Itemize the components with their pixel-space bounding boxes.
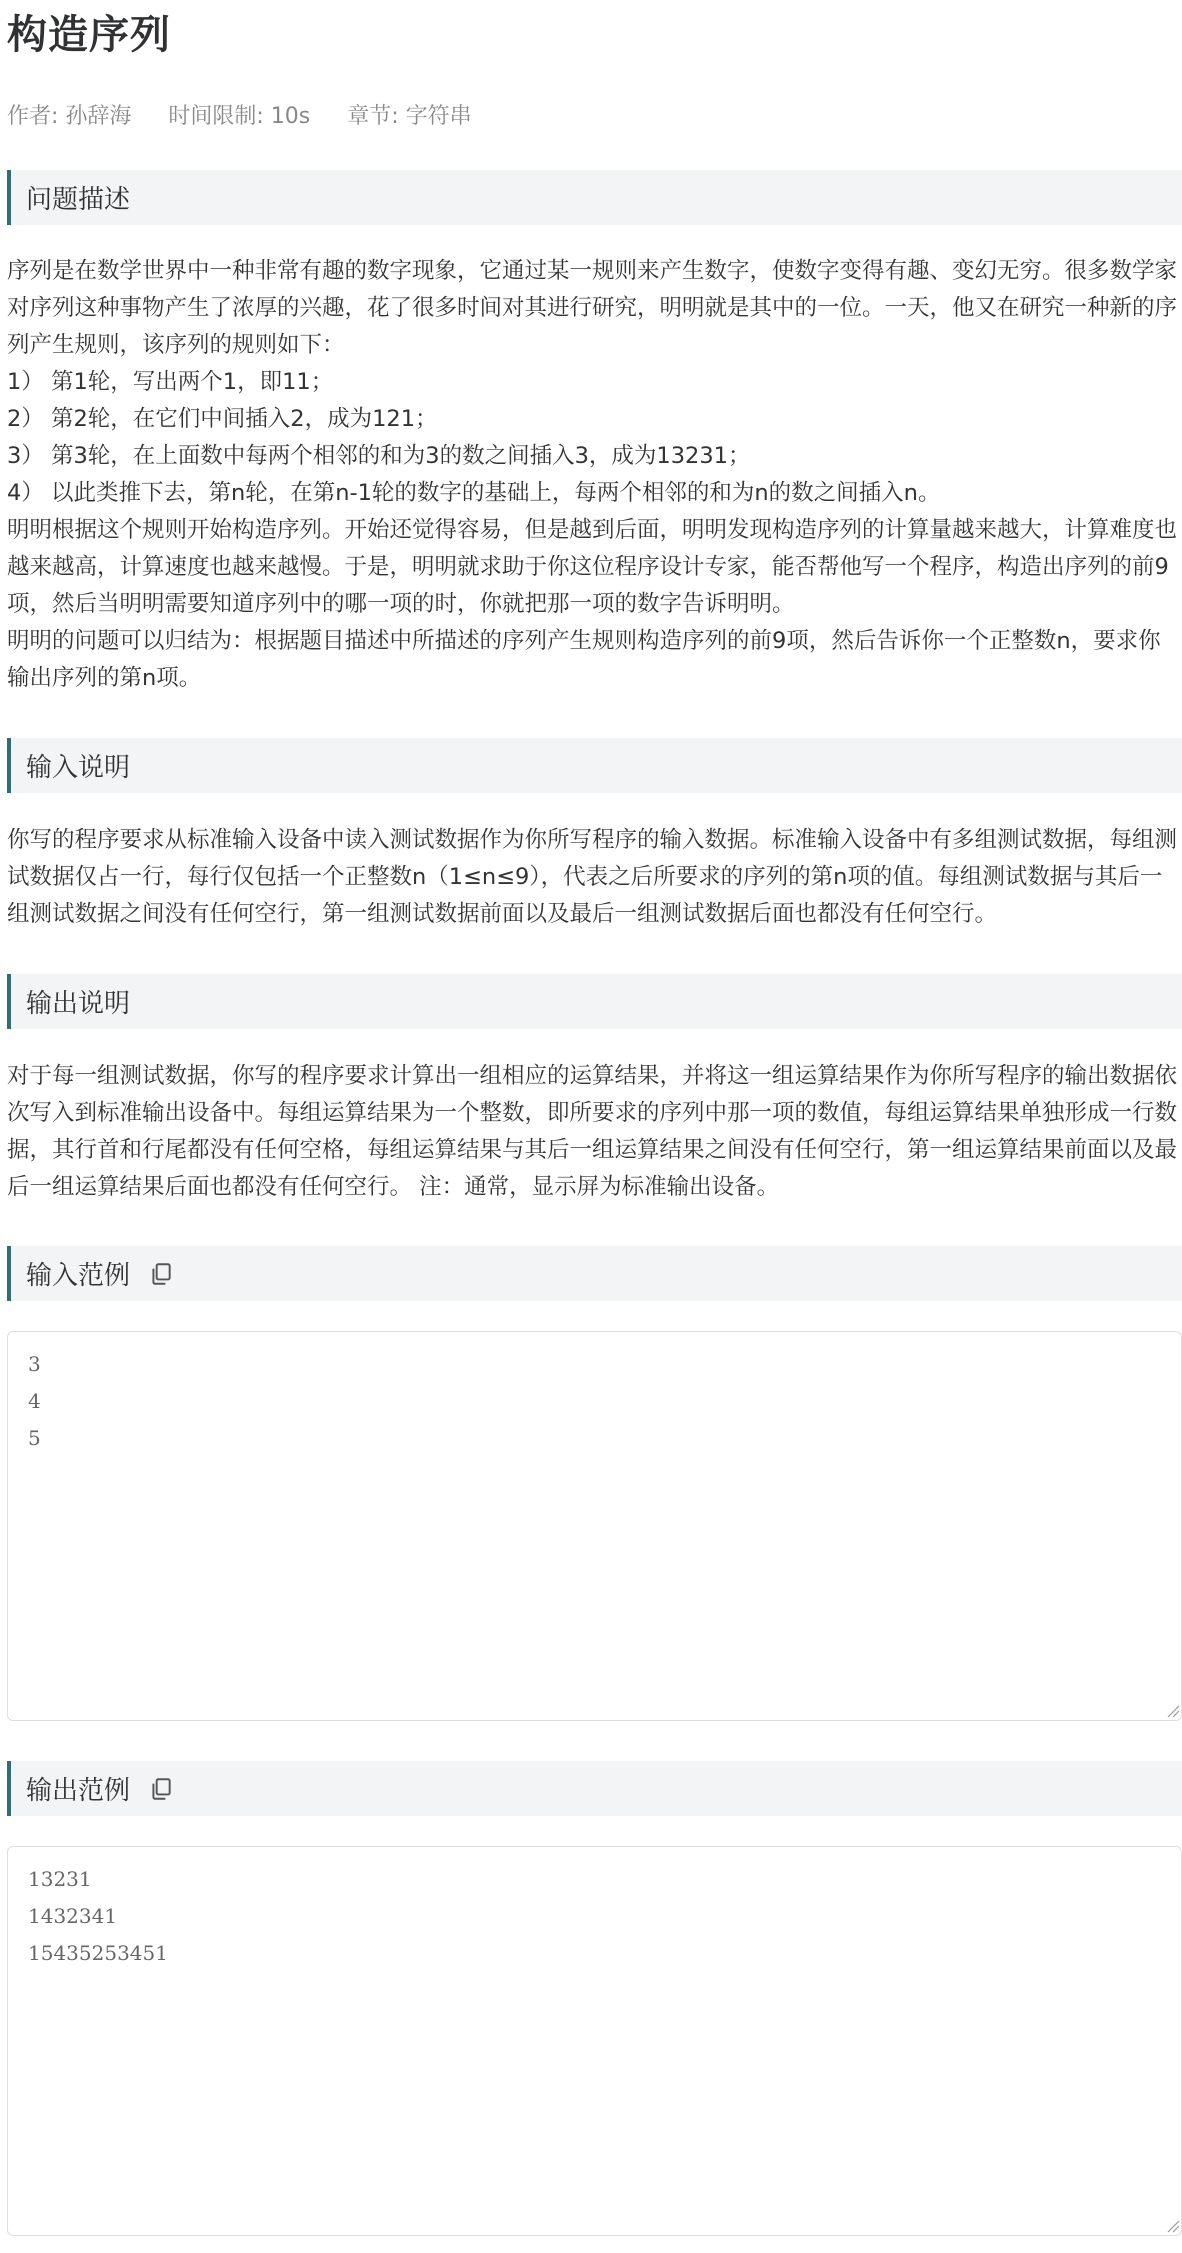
rule-step-3: 3） 第3轮，在上面数中每两个相邻的和为3的数之间插入3，成为13231； (7, 443, 751, 469)
sample-output-box[interactable] (7, 1846, 1182, 2236)
author-label: 作者: 孙辞海 (7, 104, 132, 129)
description-header (7, 170, 1182, 225)
input-description (7, 822, 1179, 933)
description-paragraph: 明明的问题可以归结为：根据题目描述中所描述的序列产生规则构造序列的前9项，然后告诉你一个正整数n，要求你输出序列的第n项。 (7, 628, 1161, 691)
chapter-label: 章节: 字符串 (347, 104, 472, 129)
input-header-label: 输入说明 (26, 753, 131, 783)
sample-input-header-label: 输入范例 (26, 1261, 131, 1291)
rule-step-1: 1） 第1轮，写出两个1，即11； (7, 369, 334, 395)
rule-step-4: 4） 以此类推下去，第n轮，在第n-1轮的数字的基础上，每两个相邻的和为n的数之间插入n。 (7, 480, 941, 506)
page-title: 构造序列 (7, 12, 171, 58)
sample-input-box[interactable] (7, 1331, 1182, 1721)
output-description (7, 1058, 1179, 1206)
description-paragraph: 明明根据这个规则开始构造序列。开始还觉得容易，但是越到后面，明明发现构造序列的计算量越来越大，计算难度也越来越高，计算速度也越来越慢。于是，明明就求助于你这位程序设计专家，能否帮他写一个程序，构造出序列的前9项，然后当明明需要知道序列中的哪一项的时，你就把那一项的数字告诉明明。 (7, 517, 1178, 617)
problem-meta (7, 100, 502, 134)
sample-output-header-label: 输出范例 (26, 1776, 131, 1806)
copy-icon[interactable] (148, 1776, 174, 1802)
time-limit-label: 时间限制: 10s (168, 104, 311, 129)
output-header (7, 974, 1182, 1029)
description-text (7, 253, 1179, 697)
resize-grip-icon[interactable] (1166, 1704, 1180, 1718)
description-header-label: 问题描述 (26, 185, 131, 215)
sample-input-header (7, 1246, 1182, 1301)
output-description-text: 对于每一组测试数据，你写的程序要求计算出一组相应的运算结果，并将这一组运算结果作为你所写程序的输出数据依次写入到标准输出设备中。每组运算结果为一个整数，即所要求的序列中那一项的数值，每组运算结果单独形成一行数据，其行首和行尾都没有任何空格，每组运算结果与其后一组运算结果之间没有任何空行，第一组运算结果前面以及最后一组运算结果后面也都没有任何空行。 注：通常，显示屏为标准输出设备。 (7, 1063, 1178, 1200)
input-header (7, 738, 1182, 793)
resize-grip-icon[interactable] (1166, 2219, 1180, 2233)
sample-output-header (7, 1761, 1182, 1816)
output-header-label: 输出说明 (26, 989, 131, 1019)
copy-icon[interactable] (148, 1261, 174, 1287)
input-description-text: 你写的程序要求从标准输入设备中读入测试数据作为你所写程序的输入数据。标准输入设备中有多组测试数据，每组测试数据仅占一行，每行仅包括一个正整数n（1≤n≤9），代表之后所要求的序列的第n项的值。每组测试数据与其后一组测试数据之间没有任何空行，第一组测试数据前面以及最后一组测试数据后面也都没有任何空行。 (7, 827, 1178, 927)
description-paragraph: 序列是在数学世界中一种非常有趣的数字现象，它通过某一规则来产生数字，使数字变得有趣、变幻无穷。很多数学家对序列这种事物产生了浓厚的兴趣，花了很多时间对其进行研究，明明就是其中的一位。一天，他又在研究一种新的序列产生规则，该序列的规则如下： (7, 258, 1178, 358)
rule-step-2: 2） 第2轮，在它们中间插入2，成为121； (7, 406, 438, 432)
